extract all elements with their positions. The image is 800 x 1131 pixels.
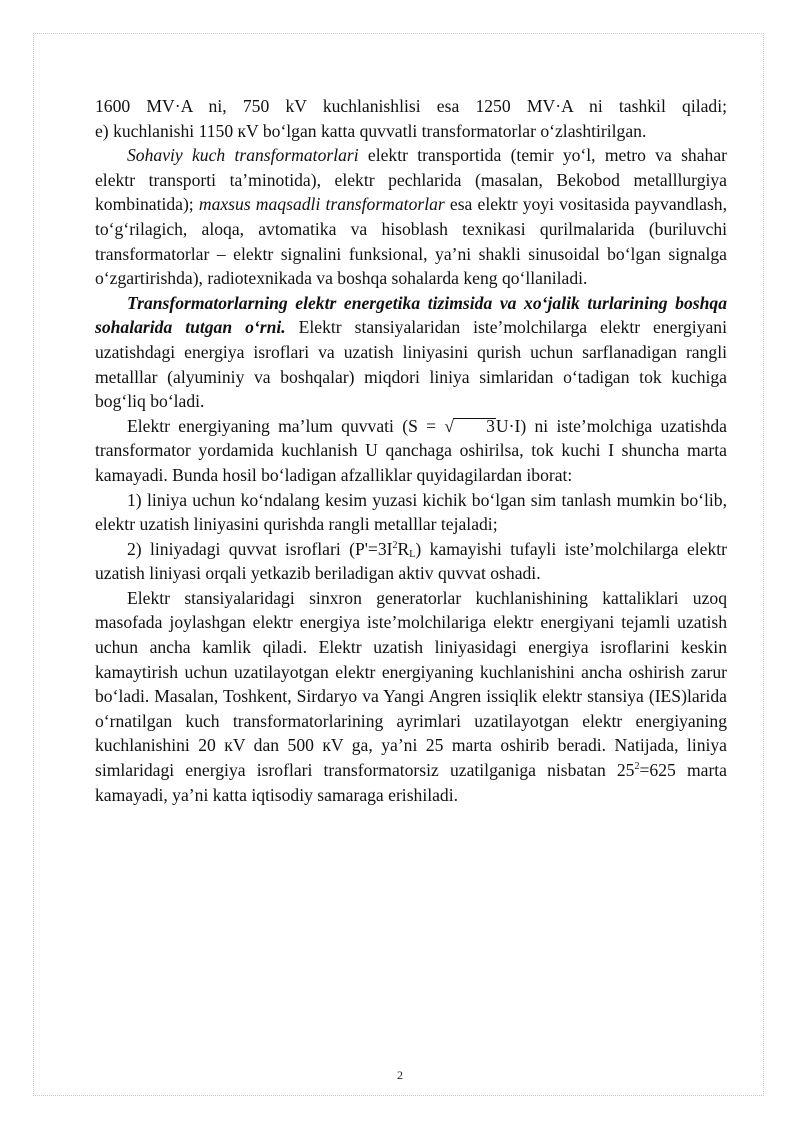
text-run: 2) liniyadagi quvvat isroflari ( [127,538,355,559]
italic-term: maxsus maqsadli transformatorlar [198,194,445,215]
sqrt-radicand: 3 [453,418,496,434]
paragraph-power-transformers [95,143,727,291]
italic-term: Sohaviy kuch transformatorlari [127,145,359,166]
formula-power-loss [355,539,415,559]
paragraph-power-formula [95,414,727,488]
list-item-1 [95,488,727,537]
paragraph-role-section [95,291,727,414]
paragraph-continuation [95,94,727,143]
formula-part: R [397,538,410,559]
text-run: e) kuchlanishi 1150 кV bo‘lgan katta quvvatli transformatorlar o‘zlashtirilgan. [95,120,647,141]
text-run: Elektr energiyaning ma’lum quvvati ( [127,415,409,436]
formula-part: P'=3I [354,538,393,559]
formula-superscript: 2 [392,539,398,551]
list-item-2 [95,537,727,586]
text-run: ) ni iste’molchiga uzatishda transformator yordamida kuchlanish U qanchaga oshirilsa, tok kuchi I shuncha marta kamayadi. Bunda hosil bo‘ladigan afzalliklar quyidagilardan iborat: [95,415,727,485]
document-body [95,94,727,807]
page-number: 2 [397,1068,403,1082]
formula-part: S = [408,415,445,436]
text-run: ) kamayishi tufayli iste’molchilarga elektr uzatish liniyasi orqali yetkazib beriladigan aktiv quvvat oshadi. [95,538,728,584]
text-run: Elektr stansiyalaridagi sinxron generatorlar kuchlanishining kattaliklari uzoq masofada joylashgan elektr energiya iste’molchilariga elektr energiyani tejamli uzatish uchun ancha kamlik qiladi. Elektr uzatish liniyasidagi energiya isroflarini keskin kamaytirish uchun uzatilayotgan elektr energiyaning kuchlanishini ancha oshirish zarur bo‘ladi. Masalan, Toshkent, Sirdaryo va Yangi Angren issiqlik elektr stansiya (IES)larida o‘rnatilgan kuch transformatorlarining ayrimlari uzatilayotgan elektr energiyaning kuchlanishini 20 кV dan 500 кV ga, ya’ni 25 marta oshirib beradi. Natijada, liniya simlaridagi energiya isroflari transformatorsiz uzatilganiga nisbatan 25 [95,587,727,781]
paragraph-generators [95,586,727,807]
formula-subscript: L [409,548,416,560]
section-heading: Transformatorlarning elektr energetika tizimsida va xo‘jalik turlarining boshqa sohalarida tutgan o‘rni. [95,292,727,338]
formula-apparent-power [408,416,520,436]
line-continued: 1600 MV·A ni, 750 kV kuchlanishlisi esa 1250 MV·A ni tashkil qiladi; [95,96,727,116]
formula-part: U·I [495,415,521,436]
text-run: =625 marta kamayadi, ya’ni katta iqtisodiy samaraga erishiladi. [95,760,727,805]
text-run: 1) liniya uchun ko‘ndalang kesim yuzasi kichik bo‘lgan sim tanlash mumkin bo‘lib, elektr uzatish liniyasini qurishda rangli metalllar tejaladi; [95,489,727,535]
text-run: Elektr stansiyalaridan iste’molchilarga elektr energiyani uzatishdagi energiya isroflari va uzatish liniyasini qurish uchun sarflanadigan rangli metalllar (alyuminiy va boshqalar) miqdori liniya simlaridan o‘tadigan tok kuchiga bog‘liq bo‘ladi. [95,317,727,412]
superscript: 2 [634,761,640,773]
text-run: esa elektr yoyi vositasida payvandlash, to‘g‘rilagich, aloqa, avtomatika va hisoblash texnikasi qurilmalarida (buriluvchi transformatorlar – elektr signalini funksional, ya’ni shakli sinusoidal bo‘lgan signalga o‘zgartirishda), radiotexnikada va boshqa sohalarda keng qo‘llaniladi. [95,194,727,289]
sqrt-sign: √ [444,415,455,436]
text-run: elektr transportida (temir yo‘l, metro va shahar elektr transporti ta’minotida), elektr pechlarida (masalan, Bekobod metalllurgiya kombinatida); [95,145,727,215]
